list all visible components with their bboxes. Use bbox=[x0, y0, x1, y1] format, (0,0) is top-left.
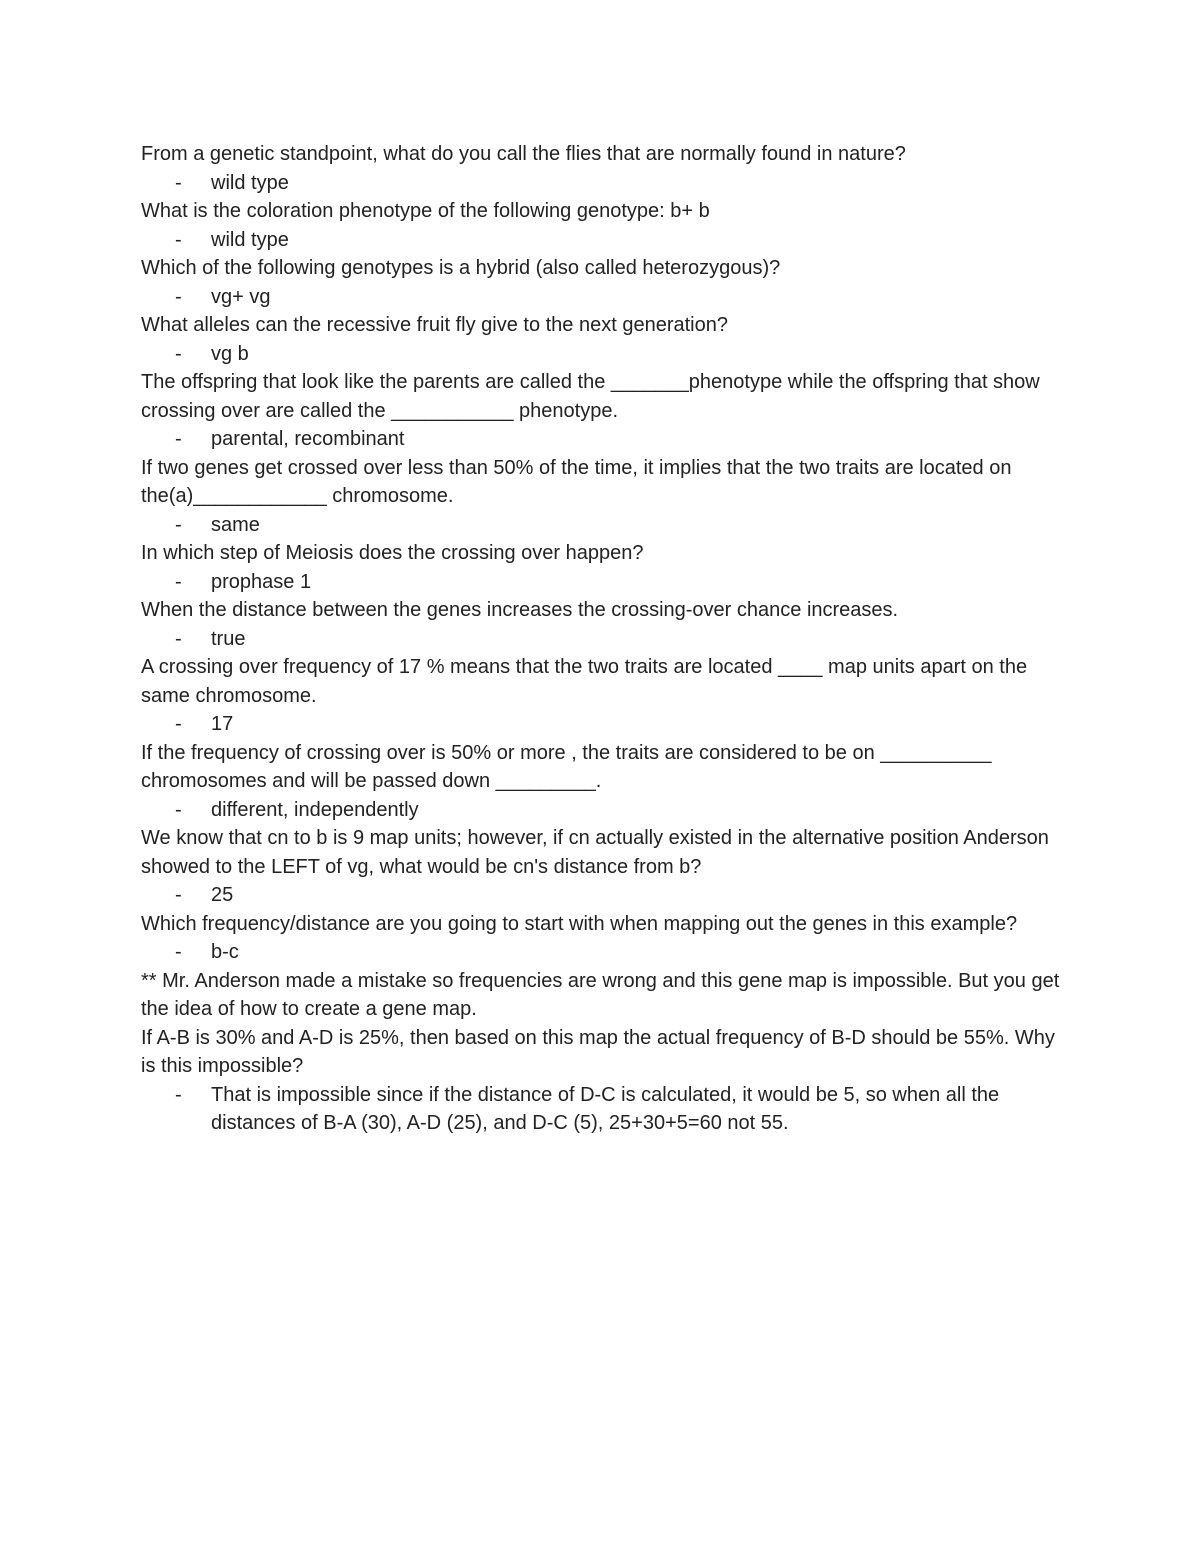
answer-text: wild type bbox=[211, 228, 289, 251]
question-text: If the frequency of crossing over is 50% or more , the traits are considered to be on __________ chromosomes and will be passed down _________. bbox=[141, 741, 992, 792]
question-text: When the distance between the genes increases the crossing-over chance increases. bbox=[141, 599, 899, 621]
answer-text: prophase 1 bbox=[211, 570, 312, 593]
question-text: What alleles can the recessive fruit fly give to the next generation? bbox=[141, 314, 728, 336]
answer-item bbox=[141, 625, 1066, 654]
answer-text: 17 bbox=[211, 713, 234, 735]
answer-item bbox=[141, 511, 1066, 540]
answer-item bbox=[141, 340, 1066, 369]
question-text: Which frequency/distance are you going to start with when mapping out the genes in this example? bbox=[141, 912, 1018, 935]
note-text: ** Mr. Anderson made a mistake so frequencies are wrong and this gene map is impossible. But you get the idea of how to create a gene map. bbox=[141, 969, 1060, 1020]
answer-item bbox=[141, 568, 1066, 597]
bullet-dash: - bbox=[175, 171, 182, 194]
answer-item bbox=[141, 226, 1066, 255]
answer-item bbox=[141, 169, 1066, 198]
bullet-dash: - bbox=[175, 627, 182, 650]
answer-item bbox=[141, 425, 1066, 454]
bullet-dash: - bbox=[175, 228, 182, 251]
bullet-dash: - bbox=[175, 285, 182, 308]
bullet-dash: - bbox=[175, 941, 182, 963]
bullet-dash: - bbox=[175, 570, 182, 593]
answer-text: same bbox=[211, 513, 260, 536]
question-text: If two genes get crossed over less than 50% of the time, it implies that the two traits are located on the(a)____________ chromosome. bbox=[141, 456, 1012, 507]
answer-item bbox=[141, 881, 1066, 910]
answer-text: 25 bbox=[211, 884, 234, 906]
answer-item bbox=[141, 710, 1066, 739]
question-text: Which of the following genotypes is a hybrid (also called heterozygous)? bbox=[141, 257, 781, 279]
bullet-dash: - bbox=[175, 798, 182, 821]
bullet-dash: - bbox=[175, 513, 182, 536]
question-text: From a genetic standpoint, what do you call the flies that are normally found in nature? bbox=[141, 143, 906, 165]
document-body bbox=[141, 140, 1066, 1138]
answer-item bbox=[141, 283, 1066, 312]
answer-text: b-c bbox=[211, 941, 239, 963]
question-text: In which step of Meiosis does the crossing over happen? bbox=[141, 542, 644, 564]
answer-text: parental, recombinant bbox=[211, 428, 405, 450]
answer-text: That is impossible since if the distance of D-C is calculated, it would be 5, so when all the distances of B-A (30), A-D (25), and D-C (5), 25+30+5=60 not 55. bbox=[211, 1083, 1000, 1134]
question-text: We know that cn to b is 9 map units; however, if cn actually existed in the alternative position Anderson showed to the LEFT of vg, what would be cn's distance from b? bbox=[141, 827, 1049, 878]
question-text: A crossing over frequency of 17 % means that the two traits are located ____ map units apart on the same chromosome. bbox=[141, 656, 1028, 707]
answer-text: wild type bbox=[211, 171, 289, 194]
bullet-dash: - bbox=[175, 713, 182, 735]
question-text: What is the coloration phenotype of the following genotype: b+ b bbox=[141, 200, 710, 222]
answer-text: vg+ vg bbox=[211, 285, 271, 308]
question-text: The offspring that look like the parents are called the _______phenotype while the offspring that show crossing over are called the ___________ phenotype. bbox=[141, 371, 1040, 422]
question-text: If A-B is 30% and A-D is 25%, then based on this map the actual frequency of B-D should be 55%. Why is this impossible? bbox=[141, 1026, 1055, 1077]
bullet-dash: - bbox=[175, 884, 182, 906]
bullet-dash: - bbox=[175, 1083, 182, 1106]
answer-item bbox=[141, 796, 1066, 825]
answer-text: true bbox=[211, 627, 246, 650]
answer-text: different, independently bbox=[211, 798, 419, 821]
bullet-dash: - bbox=[175, 428, 182, 450]
answer-text: vg b bbox=[211, 342, 249, 365]
answer-item bbox=[141, 1081, 1066, 1138]
answer-item bbox=[141, 938, 1066, 967]
bullet-dash: - bbox=[175, 342, 182, 365]
